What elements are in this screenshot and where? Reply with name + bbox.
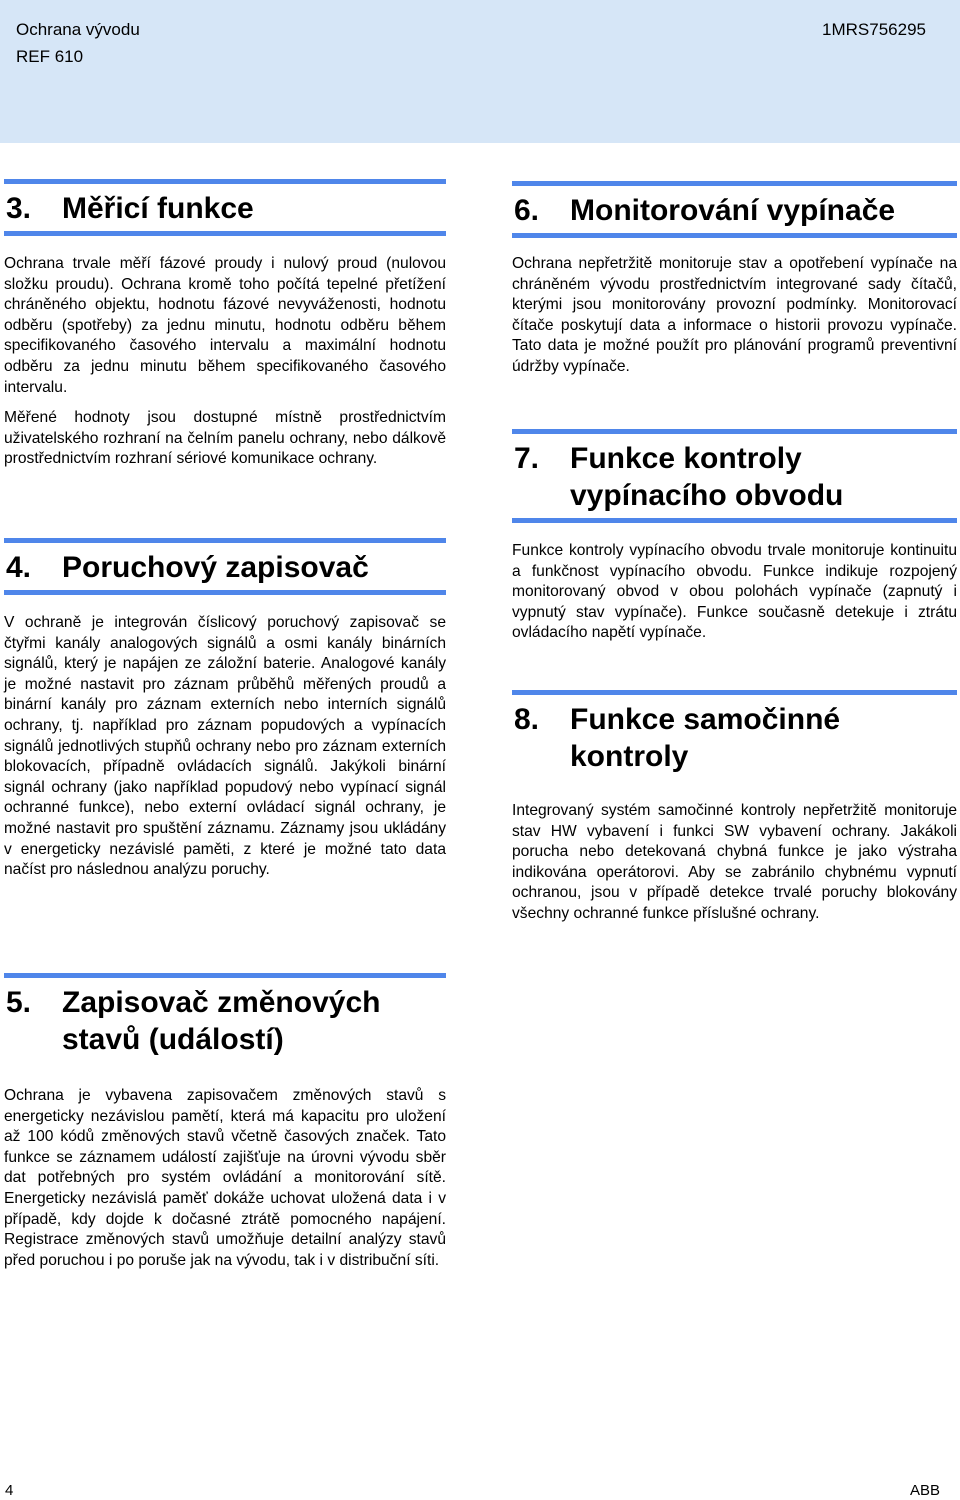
page-number: 4: [5, 1482, 14, 1499]
section-6-paragraph-1: Ochrana nepřetržitě monitoruje stav a opotřebení vypínače na chráněném vývodu prostřednictvím integrované sady čítačů, kterými jsou monitorovány provozní podmínky. Monitorovací čítače poskytují data a informace o historii provozu vypínače. Tato data je možné použít pro plánování programů preventivní údržby vypínače.: [512, 255, 957, 375]
section-7-heading: [512, 429, 957, 523]
section-6-number: 6.: [514, 194, 540, 227]
section-5-title: Zapisovač změnových stavů (událostí): [62, 986, 381, 1056]
section-7-paragraph-1: Funkce kontroly vypínacího obvodu trvale monitoruje kontinuitu a funkčnost vypínacího obvodu. Funkce indikuje rozpojený monitorovaný obvod v obou polohách vypínače (zapnutý i vypnutý stav vypínače). Funkce současně detekuje i ztrátu ovládacího napětí vypínače.: [512, 542, 957, 642]
section-3-paragraph-1: Ochrana trvale měří fázové proudy i nulový proud (nulovou složku proudu). Ochrana kromě toho počítá tepelné přetížení chráněného objektu, hodnotu fázové nevyváženosti, hodnotu odběru (spotřeby) za jednu minutu, hodnotu odběru během specifikovaného časového intervalu a maximální hodnotu odběru za jednu minutu během specifikovaného časového intervalu.: [4, 255, 446, 396]
section-4-paragraph-1: V ochraně je integrován číslicový poruchový zapisovač se čtyřmi kanály analogových signálů a osmi kanály binárních signálů, který je napájen ze záložní baterie. Analogové kanály je možné nastavit pro záznam průběhů měřených proudů a binární kanály pro záznam externích nebo interních signálů ochrany, tj. například pro záznam popudových a vypínacích signálů jednotlivých stupňů ochrany nebo pro záznam externích blokovacích, případně ovládacích signálů. Jakýkoli binární signál ochrany (jako například popudový nebo vypínací signál ochranné funkce), nebo externí ovládací signál ochrany, je možné nastavit pro spuštění záznamu. Záznamy jsou ukládány v energeticky nezávislé paměti, z které je možné tato data načíst pro následnou analýzu poruchy.: [4, 614, 446, 879]
section-4: [4, 538, 446, 891]
section-8-title: Funkce samočinné kontroly: [570, 703, 841, 773]
header-product: REF 610: [16, 47, 84, 66]
section-3-paragraph-2: Měřené hodnoty jsou dostupné místně prostřednictvím uživatelského rozhraní na čelním panelu ochrany, nebo dálkově prostřednictvím rozhraní sériové komunikace ochrany.: [4, 409, 446, 468]
section-3-title: Měřicí funkce: [62, 192, 254, 225]
page-header: [0, 0, 960, 143]
section-3: [4, 179, 446, 480]
header-left: [16, 16, 140, 70]
section-5-number: 5.: [6, 986, 32, 1019]
section-6: [512, 181, 957, 388]
section-8-heading: [512, 690, 957, 779]
section-3-heading: [4, 179, 446, 236]
header-doc-id: 1MRS756295: [822, 20, 926, 39]
section-7-number: 7.: [514, 442, 540, 475]
section-8-paragraph-1: Integrovaný systém samočinné kontroly nepřetržitě monitoruje stav HW vybavení i funkci SW vybavení ochrany. Jakákoli porucha nebo detekovaná chybná funkce je jako výstraha indikována operátorovi. Aby se zabránilo chybnému vypnutí ochranou, jsou v případě detekce trvalé poruchy blokovány všechny ochranné funkce příslušné ochrany.: [512, 802, 957, 922]
brand-logo-text: ABB: [909, 1482, 940, 1499]
section-5-paragraph-1: Ochrana je vybavena zapisovačem změnových stavů s energeticky nezávislou pamětí, která má kapacitu pro uložení až 100 kódů změnových stavů včetně časových značek. Tato funkce se záznamem událostí zajišťuje na úrovni vývodu sběr dat potřebných pro systém ovládání a monitorování sítě. Energeticky nezávislá paměť dokáže uchovat uložená data i v případě, kdy dojde k dočasné ztrátě pomocného napájení. Registrace změnových stavů umožňuje detailní analýzy stavů před poruchou i po poruše jak na vývodu, tak i v distribuční síti.: [4, 1087, 446, 1269]
section-4-number: 4.: [6, 551, 32, 584]
section-4-heading: [4, 538, 446, 595]
section-8: [512, 690, 957, 935]
section-3-number: 3.: [6, 192, 32, 225]
section-6-heading: [512, 181, 957, 238]
header-title: Ochrana vývodu: [16, 20, 140, 39]
section-6-title: Monitorování vypínače: [570, 194, 896, 227]
section-7-title: Funkce kontroly vypínacího obvodu: [570, 442, 844, 512]
section-4-title: Poruchový zapisovač: [62, 551, 369, 584]
section-8-number: 8.: [514, 703, 540, 736]
section-7: [512, 429, 957, 654]
section-5: [4, 973, 446, 1281]
section-5-heading: [4, 973, 446, 1066]
